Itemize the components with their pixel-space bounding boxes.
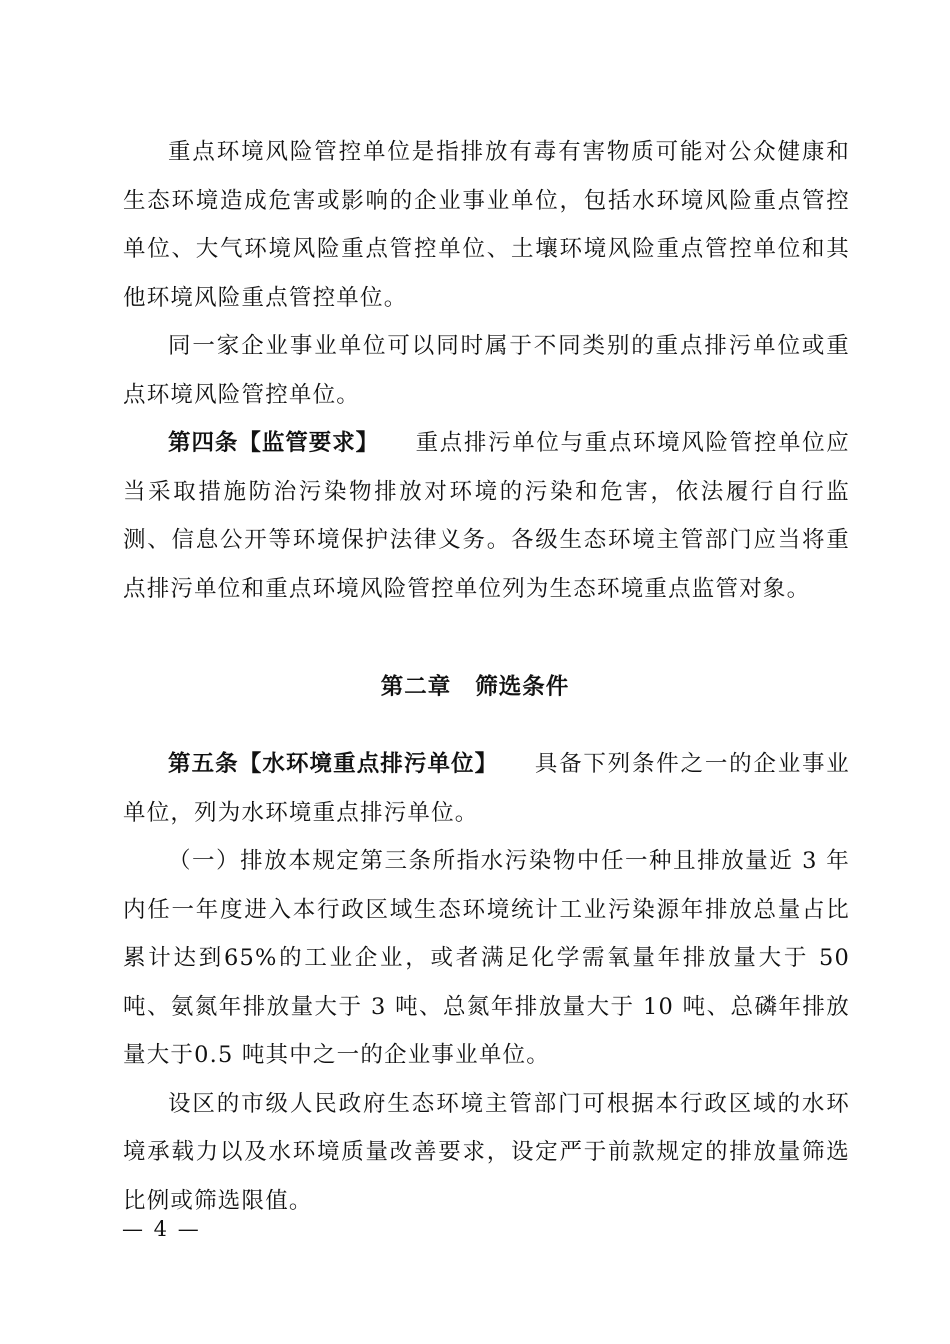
paragraph-same-unit-categories: 同一家企业事业单位可以同时属于不同类别的重点排污单位或重点环境风险管控单位。	[123, 333, 850, 408]
section-bottom	[123, 740, 850, 1225]
article-5-text: 具备下列条件之一的企业事业单位，列为水环境重点排污单位。	[123, 751, 850, 826]
chapter-heading	[0, 663, 950, 711]
article-5-item-1: （一）排放本规定第三条所指水污染物中任一种且排放量近 3 年内任一年度进入本行政区域生态环境统计工业污染源年排放总量占比累计达到65%的工业企业，或者满足化学需氧量年排放量大于 50 吨、氨氮年排放量大于 3 吨、总氮年排放量大于 10 吨、总磷年排放量大于0.5 吨其中之一的企业事业单位。	[123, 848, 850, 1068]
paragraph-stricter-thresholds: 设区的市级人民政府生态环境主管部门可根据本行政区域的水环境承载力以及水环境质量改善要求，设定严于前款规定的排放量筛选比例或筛选限值。	[123, 1090, 850, 1214]
article-4	[123, 419, 850, 613]
page-number: — 4 —	[122, 1217, 201, 1241]
article-5	[123, 740, 850, 837]
article-4-heading: 第四条【监管要求】	[168, 430, 380, 456]
chapter-number: 第二章	[380, 674, 452, 700]
article-5-heading: 第五条【水环境重点排污单位】	[168, 751, 499, 777]
paragraph-risk-units-definition: 重点环境风险管控单位是指排放有毒有害物质可能对公众健康和生态环境造成危害或影响的企业事业单位，包括水环境风险重点管控单位、大气环境风险重点管控单位、土壤环境风险重点管控单位和其他环境风险重点管控单位。	[123, 139, 850, 311]
article-4-text: 重点排污单位与重点环境风险管控单位应当采取措施防治污染物排放对环境的污染和危害，依法履行自行监测、信息公开等环境保护法律义务。各级生态环境主管部门应当将重点排污单位和重点环境风险管控单位列为生态环境重点监管对象。	[123, 430, 850, 602]
section-top	[123, 128, 850, 613]
chapter-title: 筛选条件	[475, 674, 570, 700]
